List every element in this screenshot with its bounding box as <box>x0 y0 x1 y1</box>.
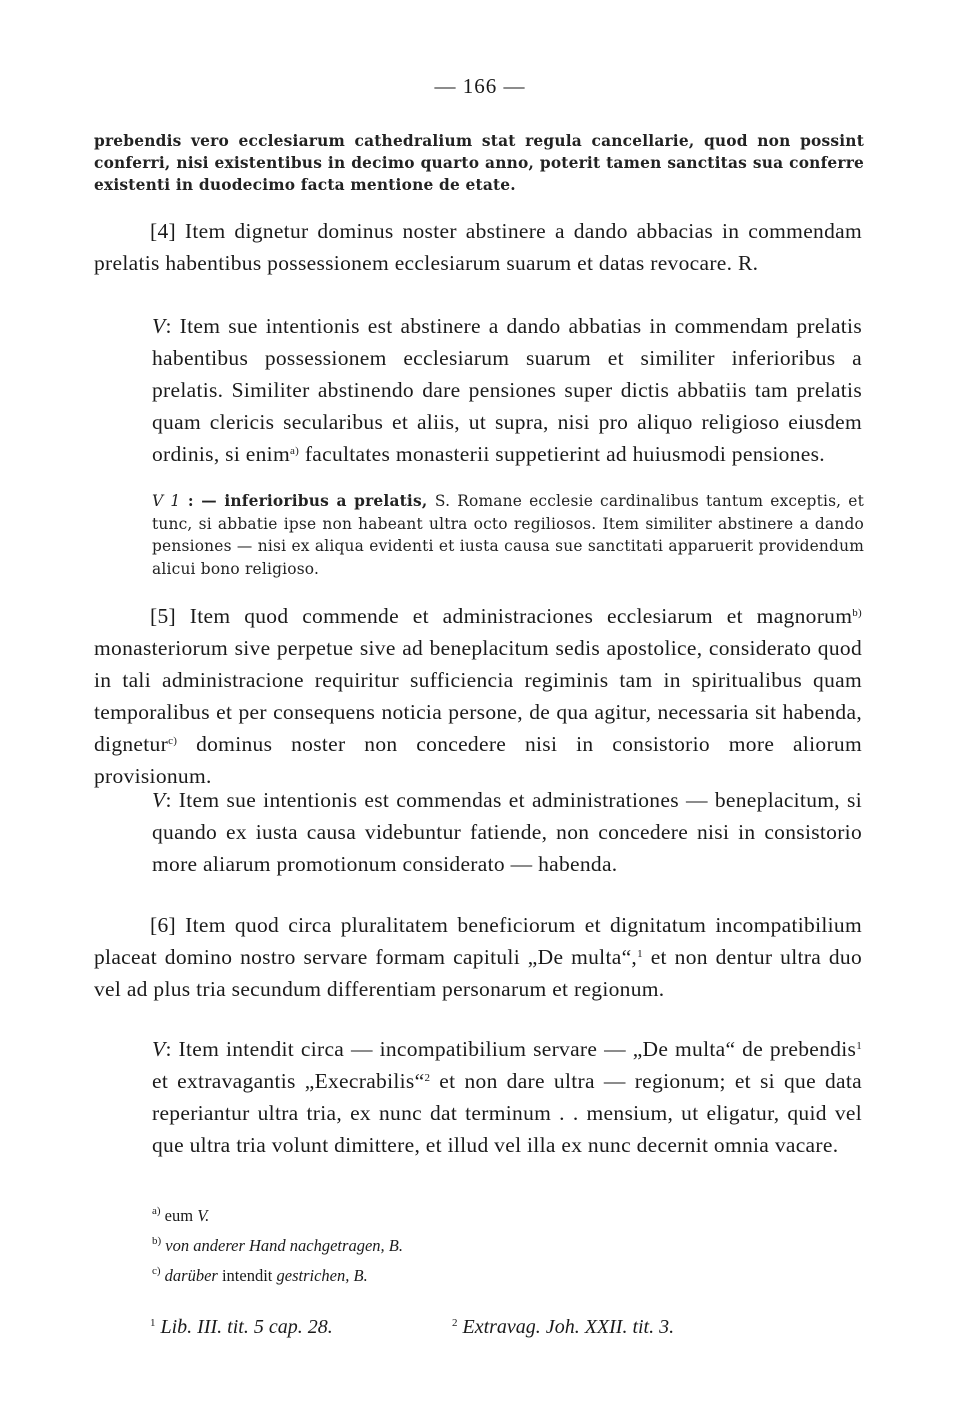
footnote-mark: b) <box>152 1235 162 1247</box>
reference-text: Extravag. Joh. XXII. tit. 3. <box>457 1316 675 1338</box>
footnote-ref-b: b) <box>852 607 862 619</box>
reference-1 <box>150 1316 333 1339</box>
response-v-4 <box>94 310 862 470</box>
footnote-ref-c: c) <box>168 735 178 747</box>
footnote-mark: c) <box>152 1265 161 1277</box>
footnote-c <box>152 1266 368 1286</box>
footnote-italic: von anderer Hand nachgetragen, B. <box>161 1236 403 1255</box>
paragraph-4-text: [4] Item dignetur dominus noster abstinere a dando abbacias in commendam prelatis habentibus possessionem ecclesiarum suarum et datas revocare. R. <box>94 219 862 275</box>
footnote-italic: V. <box>197 1206 210 1225</box>
footnote-ref-1: 1 <box>856 1040 862 1052</box>
reference-mark: 2 <box>452 1317 458 1329</box>
paragraph-4 <box>94 215 862 279</box>
variant-text-spaced: : — inferioribus a prelatis, <box>180 492 435 510</box>
response-v-6 <box>94 1033 862 1161</box>
paragraph-5-text-b: monasteriorum sive perpetue sive ad beneplacitum sedis apostolice, considerato quod in tali administracione requiritur sufficiencia regiminis tam in spiritualibus quam temporalibus et per consequens noticia persone, de qua agitur, necessaria sit habenda, dignetur <box>94 636 862 756</box>
response-label: V <box>152 1037 166 1061</box>
response-label: V <box>152 314 166 338</box>
variant-v1 <box>94 490 864 580</box>
reference-2 <box>452 1316 674 1339</box>
variant-label: V 1 <box>152 492 181 510</box>
footnote-b <box>152 1236 403 1256</box>
footnote-ref-2: 2 <box>424 1072 431 1084</box>
continuation-paragraph <box>94 130 864 196</box>
footnote-text: intendit <box>217 1266 277 1285</box>
response-text-c: et non dare ultra — regionum; et si que data reperiantur ultra tria, ex nunc dat terminum . . mensium, ut eligatur, quid vel que ultra tria volunt dimittere, et illud vel illa ex nunc decernit omnia vacare. <box>152 1069 862 1157</box>
footnote-a <box>152 1206 209 1226</box>
paragraph-5-text-c: dominus noster non concedere nisi in consistorio more aliorum provisionum. <box>94 732 862 788</box>
response-text: : Item sue intentionis est commendas et administrationes — beneplacitum, si quando ex iusta causa videbuntur fatiende, non concedere nisi in consistorio more aliarum promotionum considerato — habenda. <box>152 788 862 876</box>
response-text-continued: facultates monasterii suppetierint ad huiusmodi pensiones. <box>299 442 825 466</box>
paragraph-6 <box>94 909 862 1005</box>
footnote-text: eum <box>160 1206 198 1225</box>
footnote-ref-1: 1 <box>637 948 643 960</box>
reference-text: Lib. III. tit. 5 cap. 28. <box>155 1316 333 1338</box>
reference-mark: 1 <box>150 1317 156 1329</box>
response-text-b: et extravagantis „Execrabilis“ <box>152 1069 425 1093</box>
footnote-italic: darüber <box>160 1266 218 1285</box>
response-text: : Item sue intentionis est abstinere a dando abbatias in commendam prelatis habentibus possessionem ecclesiarum suarum et similiter inferioribus a prelatis. Similiter abstinendo dare pensiones super dictis abbatiis tam prelatis quam clericis secularibus et aliis, ut supra, nisi pro aliquo religioso eiusdem ordinis, si enim <box>152 314 862 466</box>
paragraph-5-text: [5] Item quod commende et administraciones ecclesiarum et magnorum <box>150 604 853 628</box>
paragraph-5 <box>94 600 862 792</box>
paragraph-6-text-b: et non dentur ultra duo vel ad plus tria secundum differentiam personarum et regionum. <box>94 945 862 1001</box>
response-text: : Item intendit circa — incompatibilium servare — „De multa“ de prebendis <box>165 1037 857 1061</box>
response-v-5 <box>94 784 862 880</box>
variant-text: S. Romane ecclesie cardinalibus tantum exceptis, et tunc, si abbatie ipse non habeant ultra octo regiliosos. Item similiter abstinere a dando pensiones — nisi ex aliqua evidenti et iusta causa sue sanctitati apparuerit providendum alicui bono religioso. <box>152 492 864 578</box>
footnote-italic: gestrichen, B. <box>276 1266 368 1285</box>
footnote-ref-a: a) <box>289 445 300 457</box>
paragraph-6-text: [6] Item quod circa pluralitatem beneficiorum et dignitatum incompatibilium placeat domino nostro servare formam capituli „De multa“, <box>94 913 862 969</box>
footnote-mark: a) <box>152 1205 161 1217</box>
page-number: — 166 — <box>434 74 526 98</box>
continuation-text: prebendis vero ecclesiarum cathedralium stat regula cancellarie, quod non possint conferri, nisi existentibus in decimo quarto anno, poterit tamen sanctitas sua conferre existenti in duodecimo facta mentione de etate. <box>94 132 864 194</box>
response-label: V <box>152 788 166 812</box>
